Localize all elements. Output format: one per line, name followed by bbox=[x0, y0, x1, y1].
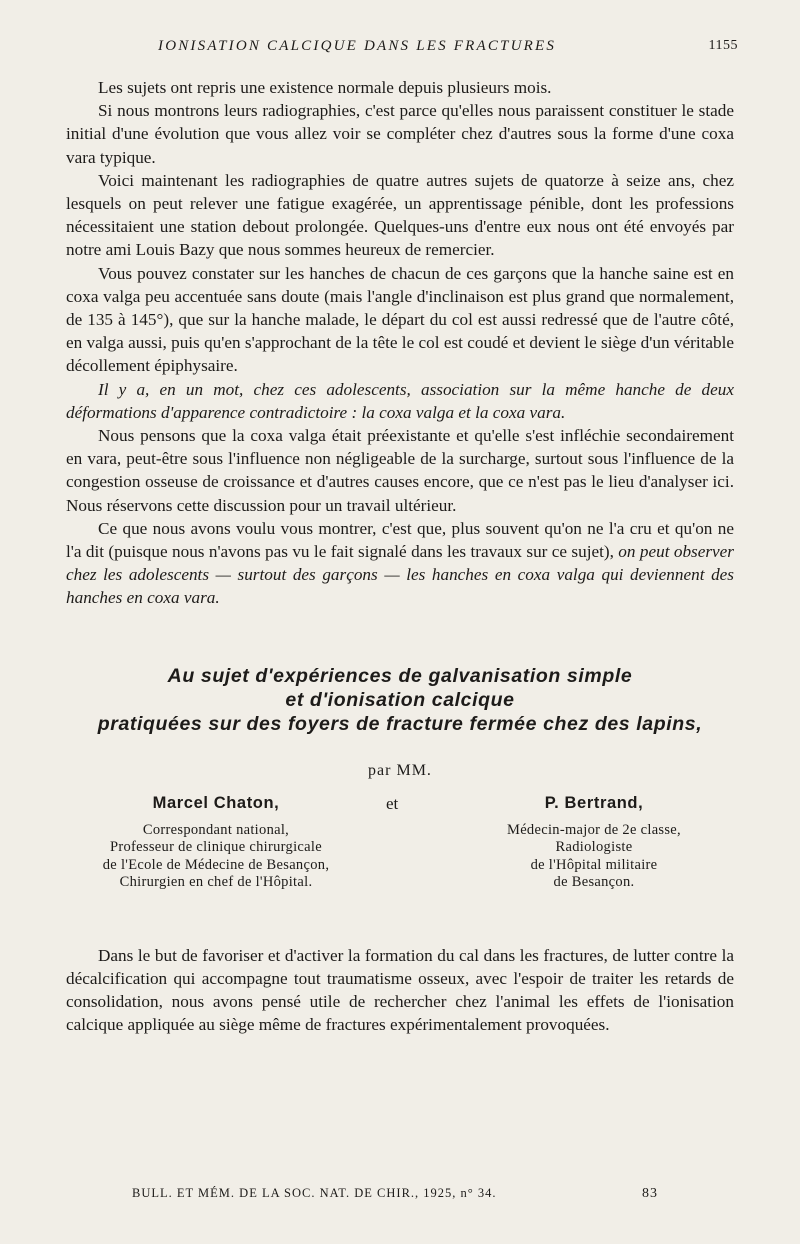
article-title-line-2: et d'ionisation calcique bbox=[285, 688, 515, 711]
author-1-name: Marcel Chaton, bbox=[152, 793, 280, 812]
paragraph-7 bbox=[66, 517, 734, 610]
sheet-number: 83 bbox=[642, 1186, 658, 1201]
bulletin-reference: BULL. ET MÉM. DE LA SOC. NAT. DE CHIR., 1925, n° 34. bbox=[132, 1186, 497, 1200]
paragraph-7-plain: Ce que nous avons voulu vous montrer, c'est que, plus souvent qu'on ne l'a cru et qu'on ne l'a dit (puisque nous n'avons pas vu le fait signalé dans les travaux sur ce sujet), bbox=[66, 518, 734, 562]
author-1-affiliation-4: Chirurgien en chef de l'Hôpital. bbox=[119, 874, 313, 891]
article-2-intro bbox=[66, 944, 734, 1037]
article-title bbox=[66, 664, 734, 736]
paragraph-5-italic: Il y a, en un mot, chez ces adolescents, association sur la même hanche de deux déformations d'apparence contradictoire : la coxa valga et la coxa vara. bbox=[66, 379, 734, 422]
paragraph-2: Si nous montrons leurs radiographies, c'est parce qu'elles nous paraissent constituer le stade initial d'une évolution que vous allez voir se compléter chez d'autres sous la forme d'une coxa vara typique. bbox=[66, 101, 734, 167]
intro-paragraph: Dans le but de favoriser et d'activer la formation du cal dans les fractures, de lutter contre la décalcification qui accompagne tout traumatisme osseux, avec l'espoir de traiter les retards de consolidation, nous avons pensé utile de rechercher chez l'animal les effets de l'ionisation calcique appliquée au siège même de fractures expérimentalement provoquées. bbox=[66, 945, 734, 1035]
author-2-affiliation-3: de l'Hôpital militaire bbox=[530, 856, 658, 873]
author-1-affiliation-1: Correspondant national, bbox=[142, 821, 290, 838]
article-title-line-1: Au sujet d'expériences de galvanisation simple bbox=[167, 664, 633, 687]
paragraph-1: Les sujets ont repris une existence normale depuis plusieurs mois. bbox=[98, 78, 552, 97]
paragraph-4: Vous pouvez constater sur les hanches de chacun de ces garçons que la hanche saine est en coxa valga peu accentuée sans doute (mais l'angle d'inclinaison est plus grand que normalement, de 135 à 145°), que sur la hanche malade, le départ du col est aussi redressé que de l'autre côté, en valga aussi, puis qu'en s'approchant de la tête le col est coudé et devient le siège d'un véritable décollement épiphysaire. bbox=[66, 263, 734, 376]
running-head bbox=[66, 38, 738, 62]
author-2-affiliation-4: de Besançon. bbox=[553, 874, 635, 891]
author-2-affiliation-2: Radiologiste bbox=[555, 839, 633, 856]
author-1-affiliation-2: Professeur de clinique chirurgicale bbox=[110, 839, 322, 856]
article-title-line-3: pratiquées sur des foyers de fracture fermée chez des lapins, bbox=[97, 712, 703, 735]
author-2 bbox=[444, 794, 744, 892]
author-1 bbox=[66, 794, 366, 892]
paragraph-6: Nous pensons que la coxa valga était préexistante et qu'elle s'est infléchie secondairement en vara, peut-être sous l'influence non négligeable de la surcharge, surtout sous l'influence de la congestion osseuse de croissance et d'autres causes encore, que ce n'est pas le lieu d'analyser ici. Nous réservons cette discussion pour un travail ultérieur. bbox=[66, 426, 734, 515]
author-2-name: P. Bertrand, bbox=[544, 793, 644, 812]
author-conjunction: et bbox=[386, 793, 399, 813]
page-number: 1155 bbox=[708, 38, 738, 53]
author-1-affiliation-3: de l'Ecole de Médecine de Besançon, bbox=[102, 856, 330, 873]
byline-par: par MM. bbox=[368, 761, 432, 779]
running-title: IONISATION CALCIQUE DANS LES FRACTURES bbox=[158, 38, 557, 54]
paragraph-7-italic: on peut observer chez les adolescents — surtout des garçons — les hanches en coxa valga qui deviennent des hanches en coxa vara. bbox=[66, 542, 734, 608]
article-body bbox=[66, 76, 734, 610]
paragraph-3: Voici maintenant les radiographies de quatre autres sujets de quatorze à seize ans, chez lesquels on peut relever une fatigue exagérée, un apprentissage pénible, dont les professions nécessitaient une station debout prolongée. Quelques-uns d'entre eux nous ont été envoyés par notre ami Louis Bazy que nous sommes heureux de remercier. bbox=[66, 170, 734, 260]
author-2-affiliation-1: Médecin-major de 2e classe, bbox=[507, 821, 681, 838]
page-content bbox=[66, 76, 734, 1036]
authors-block bbox=[66, 794, 734, 904]
